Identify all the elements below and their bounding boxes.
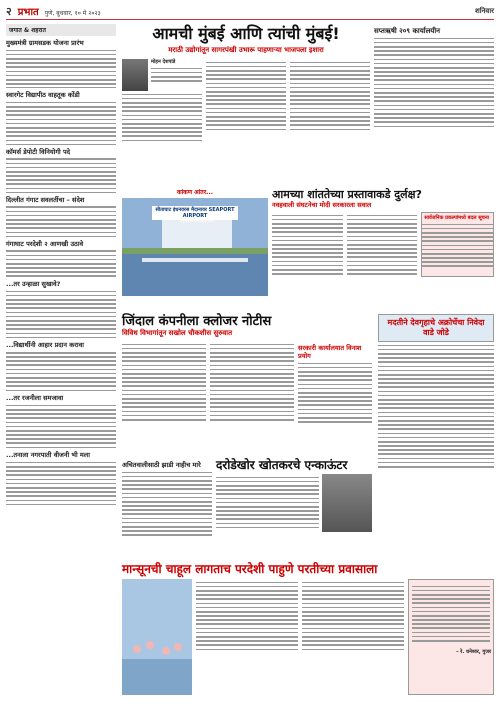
left-headline-5: गंगाघाट परदेशी २ आणखी उठावे (6, 239, 84, 248)
article-text (6, 102, 116, 141)
article-text (216, 474, 319, 532)
issue-date: पुणे, बुधवार, १० मे २०२३ (44, 10, 101, 17)
article-text (378, 345, 494, 468)
article-text (122, 341, 206, 425)
left-headline-2: स्वारगेट विद्यापीठ वाहतूक कोंडी (6, 91, 80, 100)
left-headline-7: ...विद्यार्थीनी आहार प्रदान करावा (6, 341, 84, 350)
encounter-article (122, 458, 372, 539)
article-text (290, 59, 370, 144)
article-text (122, 472, 212, 536)
article-text (6, 405, 116, 448)
quote-author: – रे. धनेश्वर, गुजर (456, 649, 491, 656)
left-headline-4: दिल्लीत गंगाट सवलतींचा – संदेश (6, 195, 85, 204)
article-text (6, 50, 116, 85)
article-text (206, 59, 286, 144)
article-text (6, 462, 116, 505)
section-bar: जगात & शहरात (6, 24, 116, 36)
article-text (6, 206, 116, 233)
page-number: २ (6, 5, 12, 18)
right-top-box: सार्वजनिक प्रकल्पांमध्ये बदल सूचना (421, 212, 494, 277)
encounter-photo (322, 474, 372, 532)
left-headline-6: ...तर उन्हाळा सुखावे? (6, 280, 61, 289)
left-headline-1: मुख्यमंत्री ग्रामसडक योजना प्रारंभ (6, 39, 84, 47)
jindal-headline: जिंदाल कंपनीला क्लोजर नोटीस (122, 314, 272, 329)
feature-subhead: मराठी उद्योगांतून सागरपंखी उभारू पाहणाऱ्या भाजपला इशारा (168, 46, 324, 54)
newspaper-logo: प्रभात (17, 7, 39, 18)
photo-label: कांकण आंतर... (176, 189, 214, 196)
flamingo-photo (122, 579, 192, 695)
article-text (272, 212, 343, 277)
section-name: शनिवार (474, 7, 494, 15)
right-mid-headline: मदतीने देवगृहाचे अक्रोर्चेचा निवेदा वाडे जोडे (387, 318, 485, 337)
right-top-article (374, 24, 494, 130)
quote-text (409, 580, 493, 647)
side-headline: सरकारी कार्यालयात विनाश प्रयोग (298, 344, 362, 360)
monsoon-headline: मान्सूनची चाहूल लागताच परदेशी पाहुणे परतीच्या प्रवासाला (122, 562, 378, 576)
photo-banner: सीताघाट इंधनवरस मैदानावर SEAPORT AIRPORT (152, 206, 238, 220)
seaport-article (272, 188, 494, 277)
article-text (347, 212, 418, 277)
feature-headline: आमची मुंबई आणि त्यांची मुंबई! (152, 24, 340, 43)
right-top-headline: सप्तऋषी २०९ कार्यालयीन (374, 27, 441, 35)
encounter-small-headline: अचितवालीसाठी झाडी नाहीच मारे (122, 461, 201, 469)
left-column (6, 24, 116, 704)
article-text (6, 352, 116, 391)
masthead (6, 4, 494, 20)
article-text (196, 579, 298, 695)
monsoon-article (122, 562, 494, 704)
article-text (6, 291, 116, 339)
right-mid-article (378, 314, 494, 470)
article-text (6, 158, 116, 189)
author-photo (122, 59, 148, 91)
article-text (298, 363, 372, 423)
seaport-photo (122, 188, 268, 306)
article-text (122, 94, 202, 142)
left-headline-9: ...तनाला नगरपाती वीजनी भी मला (6, 451, 90, 460)
left-headline-8: ...तर रजनीला समजावा (6, 394, 64, 403)
article-text (302, 579, 404, 695)
seaport-subhead: नवहवाली संघटनेचा मोदी सरकारला सवाल (272, 201, 372, 209)
jindal-article (122, 314, 372, 425)
article-text (6, 250, 116, 277)
jindal-subhead: विविध विभागांतून सखोल चौकशीस सुरुवात (122, 329, 233, 337)
seaport-headline: आमच्या शांततेच्या प्रस्तावाकडे दुर्लक्ष? (272, 188, 422, 201)
author-name: मोहन देशपांडे (151, 59, 176, 65)
article-text (210, 341, 294, 425)
encounter-headline: दरोडेखोर खोतकरचे एन्काऊंटर (216, 458, 348, 472)
article-text (374, 38, 494, 128)
left-headline-3: कॉमर्स डेपोटी विनियोगी पदे (6, 147, 71, 156)
feature-article (122, 24, 370, 144)
